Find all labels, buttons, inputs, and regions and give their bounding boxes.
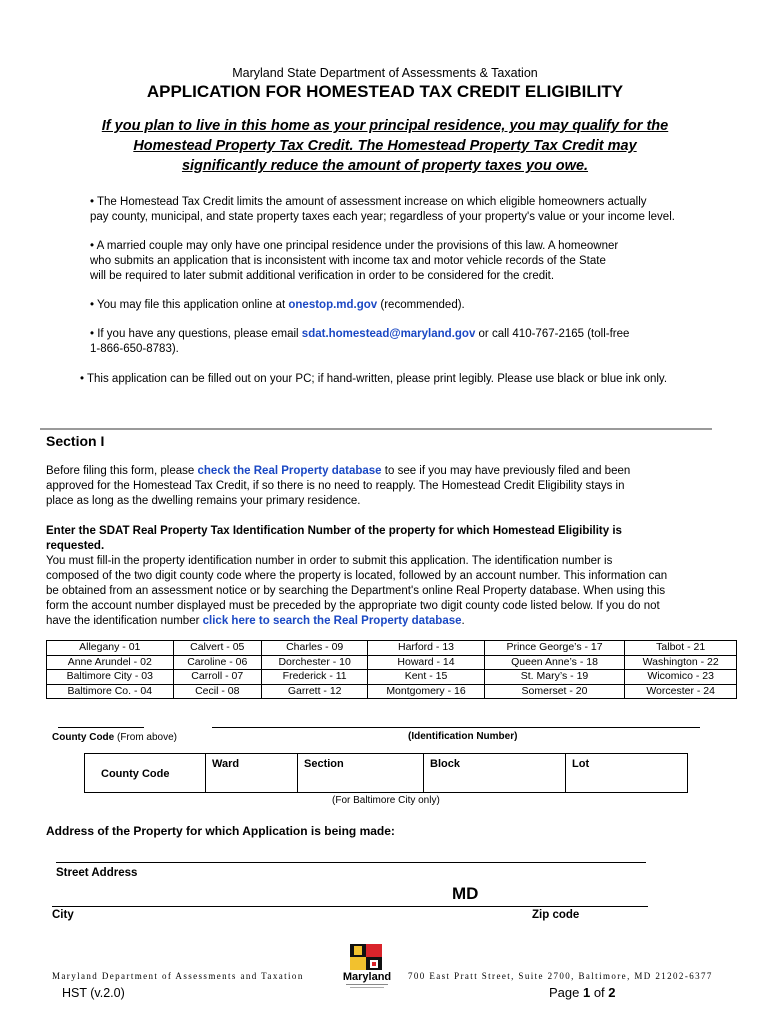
block-field[interactable] [423,754,565,792]
bullet-line: will be required to later submit additional verification in order to be considered for the credit. [90,270,555,282]
county-cell: Baltimore Co. - 04 [47,684,174,699]
explanation-line: You must fill-in the property identification number in order to submit this application. The identification number is [46,555,613,567]
county-cell: Frederick - 11 [262,670,368,685]
county-row [47,655,737,670]
county-cell: Harford - 13 [368,641,484,656]
subtitle-line: significantly reduce the amount of property taxes you owe. [181,158,589,174]
bullet-line: who submits an application that is inconsistent with income tax and motor vehicle records of the State [90,255,606,267]
caption-text: County Code [52,732,115,743]
id-number-explanation [46,554,667,629]
of-word: of [590,985,609,1000]
logo-text: Maryland [342,971,392,983]
county-cell: Washington - 22 [625,655,737,670]
form-version: HST (v.2.0) [62,986,125,1000]
bullet-homestead-limit [90,195,675,225]
county-row [47,684,737,699]
page-indicator [549,985,616,1000]
bullet-fill-out: • This application can be filled out on your PC; if hand-written, please print legibly. Please use black or blue ink only. [80,373,668,385]
maryland-logo [336,944,398,990]
ward-label: Ward [212,758,240,770]
section-label: Section [304,758,344,770]
county-cell: Cecil - 08 [173,684,262,699]
city-label: City [52,909,74,921]
bullet-line: 1-866-650-8783). [90,343,179,355]
page-total: 2 [608,985,616,1000]
section-heading: Section I [46,433,105,449]
agency-name: Maryland State Department of Assessments & Taxation [232,66,538,80]
footer-department: Maryland Department of Assessments and Taxation [52,971,304,981]
lot-label: Lot [572,758,590,770]
real-property-db-link[interactable]: check the Real Property database [197,465,382,477]
county-cell: Queen Anne’s - 18 [484,655,625,670]
lot-field[interactable] [565,754,687,792]
county-cell: Wicomico - 23 [625,670,737,685]
street-address-line[interactable] [56,862,646,863]
maryland-flag-icon [336,944,398,990]
subtitle-line: Homestead Property Tax Credit. The Homestead Property Tax Credit may [133,138,637,154]
bullet-line: • The Homestead Tax Credit limits the amount of assessment increase on which eligible homeowners actually [90,196,647,208]
block-label: Block [430,758,460,770]
caption-text: (From above) [114,732,178,743]
instruction-line: Enter the SDAT Real Property Tax Identification Number of the property for which Homestead Eligibility is [46,525,622,537]
state-value: MD [452,884,479,903]
county-cell: Kent - 15 [368,670,484,685]
county-cell: Prince George’s - 17 [484,641,625,656]
explanation-line: be obtained from an assessment notice or by searching the Department's online Real Property database. When using this [46,585,666,597]
explanation-text: have the identification number [46,615,203,627]
address-heading: Address of the Property for which Application is being made: [46,824,395,838]
bullet-married-couple [90,239,618,284]
bullet-text: • If you have any questions, please email [90,328,302,340]
explanation-line: form the account number displayed must be preceded by the appropriate two digit county code listed below. If you do not [46,600,660,612]
form-title: APPLICATION FOR HOMESTEAD TAX CREDIT ELIGIBILITY [146,82,624,101]
county-cell: St. Mary’s - 19 [484,670,625,685]
section-divider [40,428,712,430]
sdat-instruction [46,524,622,554]
grid-county-code-label: County Code [101,768,170,780]
county-cell: Calvert - 05 [173,641,262,656]
identification-number-line [212,727,700,728]
baltimore-id-grid [84,753,688,793]
intro-line: place as long as the dwelling remains your primary residence. [46,495,361,507]
bullet-line: pay county, municipal, and state property taxes each year; regardless of your property's value or your income level. [90,211,675,223]
baltimore-note: (For Baltimore City only) [332,795,440,806]
county-cell: Somerset - 20 [484,684,625,699]
identification-number-caption: (Identification Number) [408,731,518,742]
county-cell: Worcester - 24 [625,684,737,699]
bullet-text: • You may file this application online at [90,299,289,311]
form-subtitle [60,116,710,176]
section-field[interactable] [297,754,423,792]
county-row [47,641,737,656]
explanation-text: . [461,615,465,627]
bullet-questions [90,327,629,357]
county-cell: Caroline - 06 [173,655,262,670]
bullet-text: (recommended). [377,299,465,311]
zip-code-label: Zip code [532,909,580,921]
county-cell: Charles - 09 [262,641,368,656]
bullet-file-online [90,298,465,313]
footer-address: 700 East Pratt Street, Suite 2700, Baltimore, MD 21202-6377 [408,971,713,981]
page-word: Page [549,985,583,1000]
bullet-line: • A married couple may only have one principal residence under the provisions of this law. A homeowner [90,240,619,252]
intro-text: Before filing this form, please [46,465,198,477]
street-address-label: Street Address [56,867,138,879]
county-cell: Garrett - 12 [262,684,368,699]
ward-field[interactable] [205,754,297,792]
county-cell: Howard - 14 [368,655,484,670]
instruction-line: requested. [46,540,105,552]
county-row [47,670,737,685]
county-cell: Montgomery - 16 [368,684,484,699]
onestop-link[interactable]: onestop.md.gov [288,299,378,311]
county-code-caption [52,732,177,743]
search-db-link[interactable]: click here to search the Real Property database [202,615,462,627]
subtitle-line: If you plan to live in this home as your principal residence, you may qualify for the [101,118,669,134]
section-intro [46,464,630,509]
county-cell: Carroll - 07 [173,670,262,685]
county-cell: Anne Arundel - 02 [47,655,174,670]
explanation-line: composed of the two digit county code where the property is located, followed by an account number. This information can [46,570,668,582]
bullet-text: or call 410-767-2165 (toll-free [475,328,630,340]
county-code-table [46,640,737,699]
county-cell: Talbot - 21 [625,641,737,656]
page-number: 1 [582,985,591,1000]
intro-text: to see if you may have previously filed and been [381,465,631,477]
city-line[interactable] [52,906,648,907]
intro-line: approved for the Homestead Tax Credit, if so there is no need to reapply. The Homestead Credit Eligibility stays in [46,480,625,492]
county-cell: Allegany - 01 [47,641,174,656]
county-code-line [58,727,144,728]
county-cell: Dorchester - 10 [262,655,368,670]
county-cell: Baltimore City - 03 [47,670,174,685]
email-link[interactable]: sdat.homestead@maryland.gov [301,328,476,340]
